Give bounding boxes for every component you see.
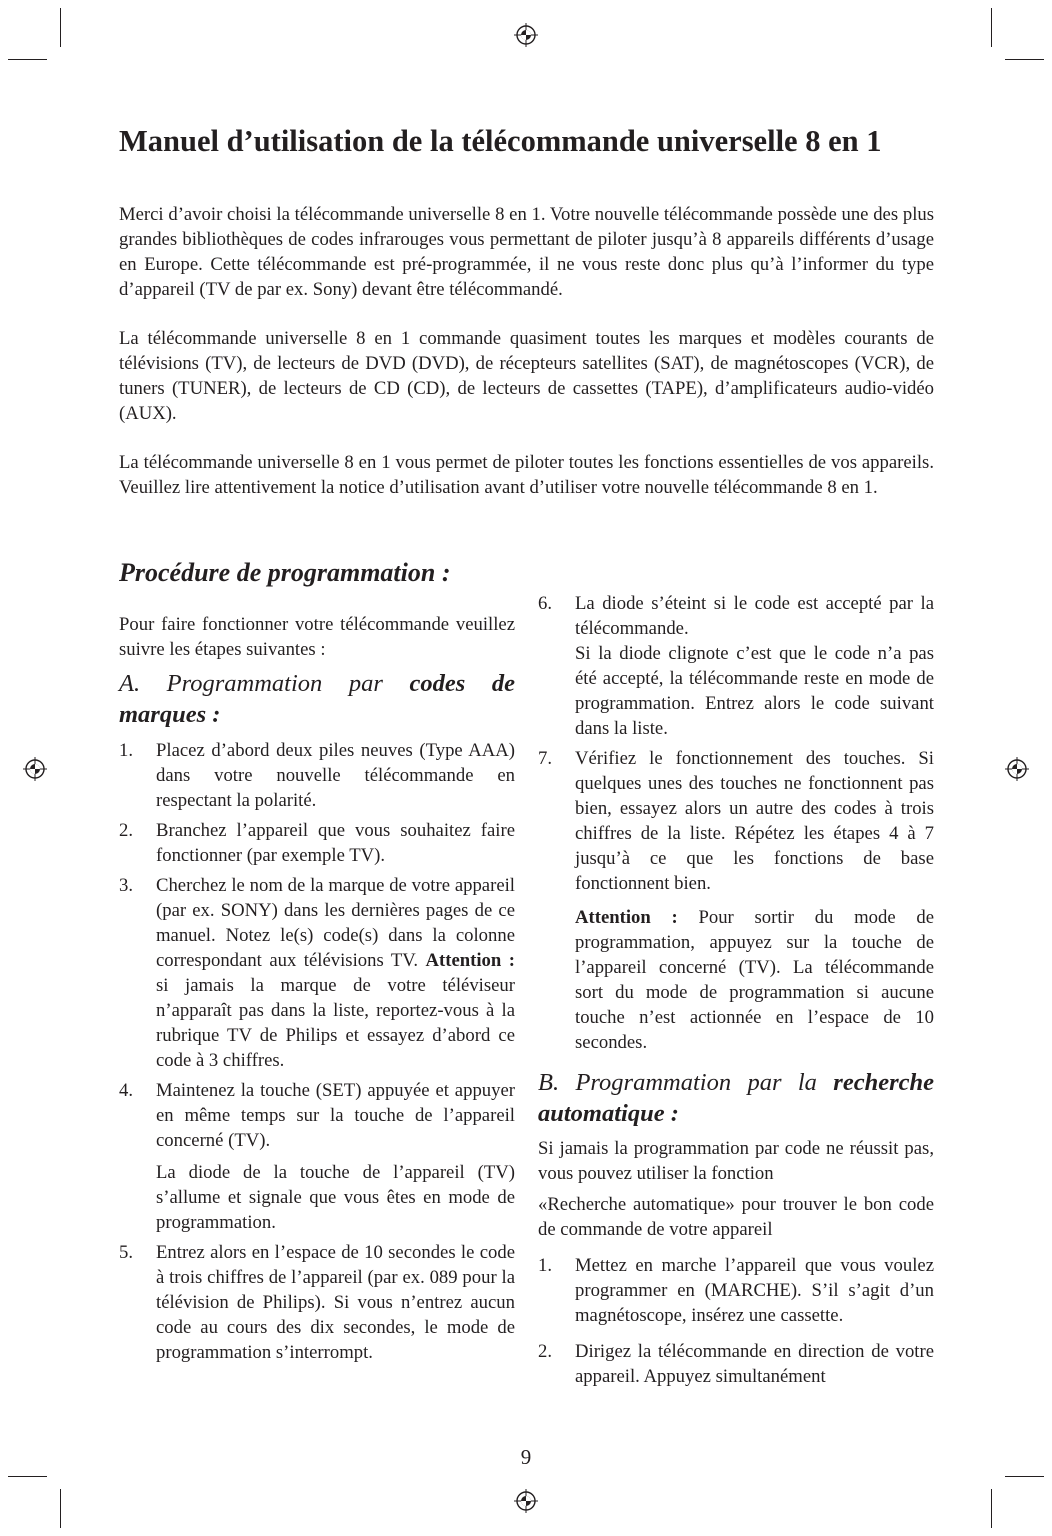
attention-label: Attention : xyxy=(425,950,515,971)
crop-mark xyxy=(991,1489,992,1528)
item-number: 6. xyxy=(538,593,553,614)
crop-mark xyxy=(991,8,992,47)
paragraph: Si jamais la programmation par code ne réussit pas, vous pouvez utiliser la fonction xyxy=(538,1138,934,1184)
page-number: 9 xyxy=(520,1445,532,1469)
paragraph: «Recherche automatique» pour trouver le bon code de commande de votre appareil xyxy=(538,1194,934,1240)
item-text: Cherchez le nom de la marque de votre appareil (par ex. SONY) dans les dernières pages de ce manuel. Notez le(s) code(s) dans la colonne correspondant aux télévisions TV. xyxy=(156,875,515,971)
crop-mark xyxy=(1005,1476,1044,1477)
steps-list-b xyxy=(538,1253,934,1389)
registration-mark-icon xyxy=(22,756,48,782)
item-number: 2. xyxy=(119,820,134,841)
section-heading: Procédure de programmation : xyxy=(119,558,451,587)
item-number: 1. xyxy=(119,740,134,761)
page-title: Manuel d’utilisation de la télécommande universelle 8 en 1 xyxy=(119,124,882,158)
list-item xyxy=(119,873,515,1073)
list-item xyxy=(119,738,515,813)
intro-paragraph: Merci d’avoir choisi la télécommande universelle 8 en 1. Votre nouvelle télécommande possède une des plus grandes bibliothèques de codes infrarouges vous permettant de piloter jusqu’à 8 appareils différents d’usage en Europe. Cette télécommande est pré-programmée, il ne vous reste donc plus qu’à l’informer du type d’appareil (TV de par ex. Sony) devant être télécommandé. xyxy=(119,204,934,300)
right-column xyxy=(538,591,934,1394)
crop-mark xyxy=(1005,59,1044,60)
subheading-a-bold: codes de marques : xyxy=(119,670,515,728)
item-text: Placez d’abord deux piles neuves (Type AAA) dans votre nouvelle télécommande en respectant la polarité. xyxy=(156,740,515,811)
attention-text: Pour sortir du mode de programmation, appuyez sur la touche de l’appareil concerné (TV). La télécommande sort du mode de programmation si aucune touche n’est actionnée en l’espace de 10 secondes. xyxy=(575,907,935,1053)
subheading-b-bold: recherche automatique : xyxy=(538,1069,934,1127)
item-text: Entrez alors en l’espace de 10 secondes le code à trois chiffres de l’appareil (par ex. 089 pour la télévision de Philips). Si vous n’entrez aucun code au cours des dix secondes, le mode de programmation s’interrompt. xyxy=(156,1242,515,1363)
lead-paragraph: Pour faire fonctionner votre télécommande veuillez suivre les étapes suivantes : xyxy=(119,614,515,660)
item-continuation: La diode de la touche de l’appareil (TV) s’allume et signale que vous êtes en mode de programmation. xyxy=(156,1162,515,1233)
list-item xyxy=(538,746,934,1055)
crop-mark xyxy=(8,59,47,60)
registration-mark-icon xyxy=(513,22,539,48)
crop-mark xyxy=(60,1489,61,1528)
steps-list-a xyxy=(119,738,515,1365)
attention-note xyxy=(575,905,934,1055)
list-item xyxy=(538,1253,934,1328)
item-text: Dirigez la télécommande en direction de votre appareil. Appuyez simultanément xyxy=(575,1341,934,1387)
list-item xyxy=(119,1078,515,1235)
steps-list-a-continued xyxy=(538,591,934,1055)
registration-mark-icon xyxy=(513,1488,539,1514)
item-text: Maintenez la touche (SET) appuyée et appuyer en même temps sur la touche de l’appareil concerné (TV). xyxy=(156,1080,515,1151)
left-column xyxy=(119,612,515,1370)
item-text: Branchez l’appareil que vous souhaitez faire fonctionner (par exemple TV). xyxy=(156,820,515,866)
crop-mark xyxy=(8,1476,47,1477)
item-number: 3. xyxy=(119,875,134,896)
subheading-a-prefix: A. Programmation par xyxy=(119,670,410,697)
item-number: 1. xyxy=(538,1255,553,1276)
item-continuation: Si la diode clignote c’est que le code n’a pas été accepté, la télécommande reste en mode de programmation. Entrez alors le code suivant dans la liste. xyxy=(575,643,934,739)
item-number: 4. xyxy=(119,1080,134,1101)
item-number: 5. xyxy=(119,1242,134,1263)
item-number: 2. xyxy=(538,1341,553,1362)
list-item xyxy=(119,1240,515,1365)
item-text: Mettez en marche l’appareil que vous voulez programmer en (MARCHE). S’il s’agit d’un magnétoscope, insérez une cassette. xyxy=(575,1255,934,1326)
item-text: Vérifiez le fonctionnement des touches. Si quelques unes des touches ne fonctionnent pas bien, essayez alors un autre des codes à trois chiffres de la liste. Répétez les étapes 4 à 7 jusqu’à ce que les fonctions de base fonctionnent bien. xyxy=(575,748,934,894)
subheading-a xyxy=(119,668,515,730)
subheading-b-prefix: B. Programmation par la xyxy=(538,1069,834,1096)
registration-mark-icon xyxy=(1004,756,1030,782)
item-text: si jamais la marque de votre téléviseur n’apparaît pas dans la liste, reportez-vous à la rubrique TV de Philips et essayez d’abord ce code à 3 chiffres. xyxy=(156,975,515,1071)
list-item xyxy=(119,818,515,868)
list-item xyxy=(538,591,934,741)
item-text: La diode s’éteint si le code est accepté par la télécommande. xyxy=(575,593,934,639)
subheading-b xyxy=(538,1067,934,1129)
list-item xyxy=(538,1339,934,1389)
intro-paragraph: La télécommande universelle 8 en 1 commande quasiment toutes les marques et modèles courants de télévisions (TV), de lecteurs de DVD (DVD), de récepteurs satellites (SAT), de magnétoscopes (VCR), de tuners (TUNER), de lecteurs de CD (CD), de lecteurs de cassettes (TAPE), d’amplificateurs audio-vidéo (AUX). xyxy=(119,328,934,424)
attention-label: Attention : xyxy=(575,907,678,928)
intro xyxy=(119,202,934,524)
intro-paragraph: La télécommande universelle 8 en 1 vous permet de piloter toutes les fonctions essentielles de vos appareils. Veuillez lire attentivement la notice d’utilisation avant d’utiliser votre nouvelle télécommande 8 en 1. xyxy=(119,452,934,498)
crop-mark xyxy=(60,8,61,47)
item-number: 7. xyxy=(538,748,553,769)
